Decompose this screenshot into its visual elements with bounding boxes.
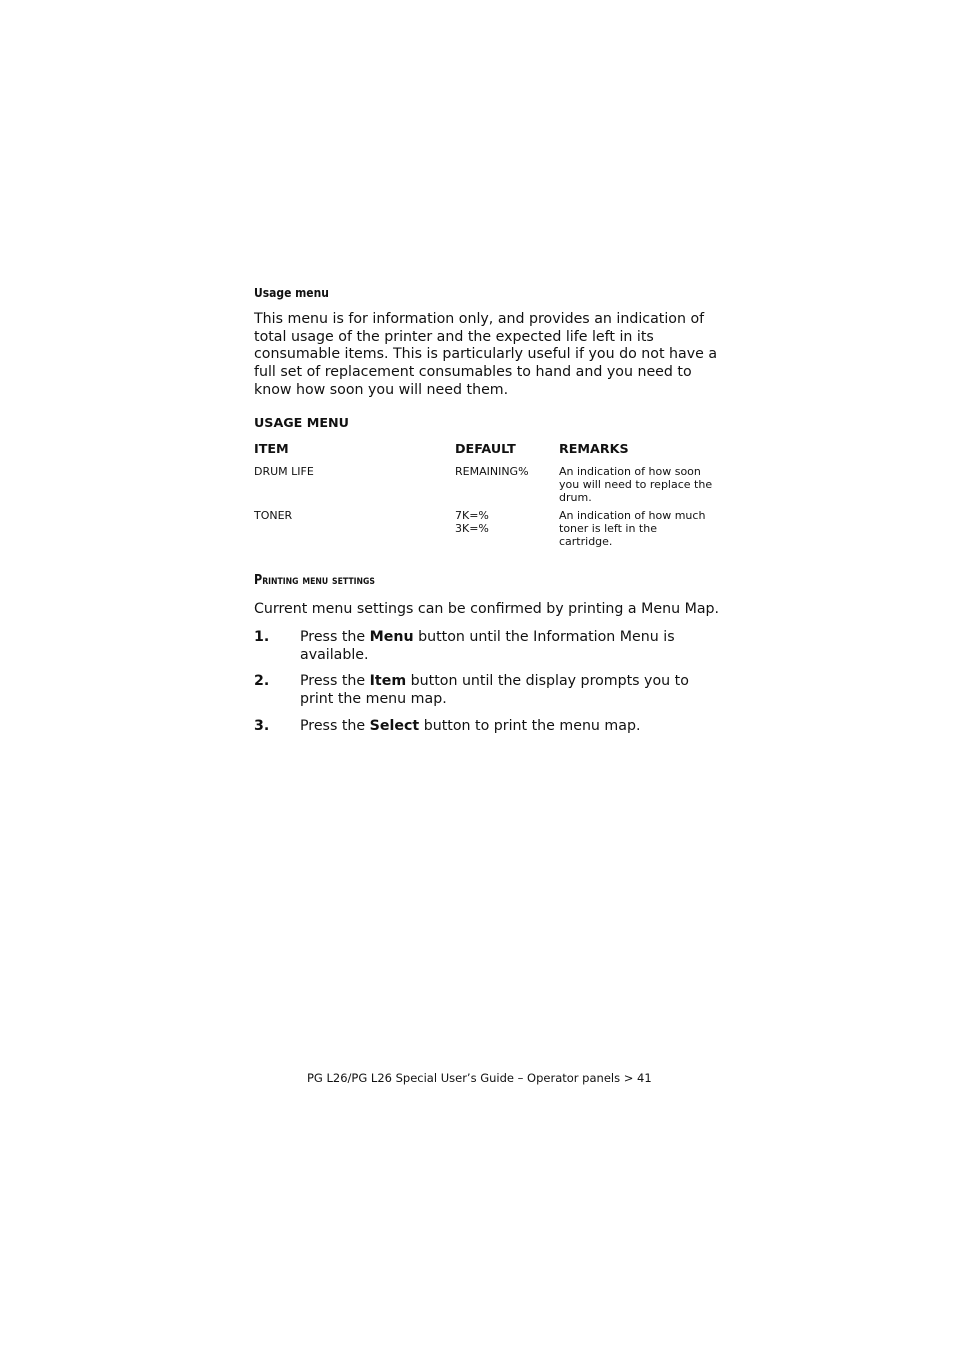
table-row-2-item: TONER	[254, 509, 293, 522]
step-1-text-after: button until the Information Menu is available.	[300, 629, 675, 663]
step-1-text	[300, 629, 720, 664]
step-2-text-before: Press the	[300, 673, 370, 689]
step-2-text	[300, 673, 720, 708]
step-1-text-before: Press the	[300, 629, 370, 645]
step-3-text-after: button to print the menu map.	[419, 718, 641, 734]
step-3-button-name: Select	[369, 718, 420, 734]
printing-menu-intro: Current menu settings can be confirmed by printing a Menu Map.	[254, 601, 720, 617]
table-row-1-default: REMAINING%	[455, 465, 529, 478]
column-header-item: ITEM	[254, 441, 289, 456]
column-header-remarks: REMARKS	[559, 441, 629, 456]
step-1-number: 1.	[254, 629, 270, 645]
table-row-1-item: DRUM LIFE	[254, 465, 314, 478]
step-1-button-name: Menu	[369, 629, 414, 645]
printing-menu-settings-heading: Printing menu settings	[254, 573, 375, 588]
step-2-button-name: Item	[369, 673, 407, 689]
usage-menu-table-title: USAGE MENU	[254, 415, 349, 430]
step-3-text-before: Press the	[300, 718, 370, 734]
step-3-number: 3.	[254, 718, 270, 734]
table-row-1-remarks: An indication of how soon you will need to replace the drum.	[559, 465, 713, 504]
step-3-text	[300, 718, 720, 736]
table-row-2-default-line-1: 7K=%	[455, 509, 489, 522]
usage-menu-intro: This menu is for information only, and provides an indication of total usage of the printer and the expected life left in its consumable items. This is particularly useful if you do not have a full set of replacement consumables to hand and you need to know how soon you will need them.	[254, 311, 718, 398]
page-footer: PG L26/PG L26 Special User’s Guide – Operator panels > 41	[307, 1071, 652, 1085]
usage-menu-heading: Usage menu	[254, 285, 329, 300]
step-2-number: 2.	[254, 673, 270, 689]
table-row-2-default-line-2: 3K=%	[455, 522, 489, 535]
column-header-default: DEFAULT	[455, 441, 516, 456]
table-row-2-remarks: An indication of how much toner is left in the cartridge.	[559, 509, 706, 548]
step-2-text-after: button until the display prompts you to print the menu map.	[300, 673, 689, 707]
